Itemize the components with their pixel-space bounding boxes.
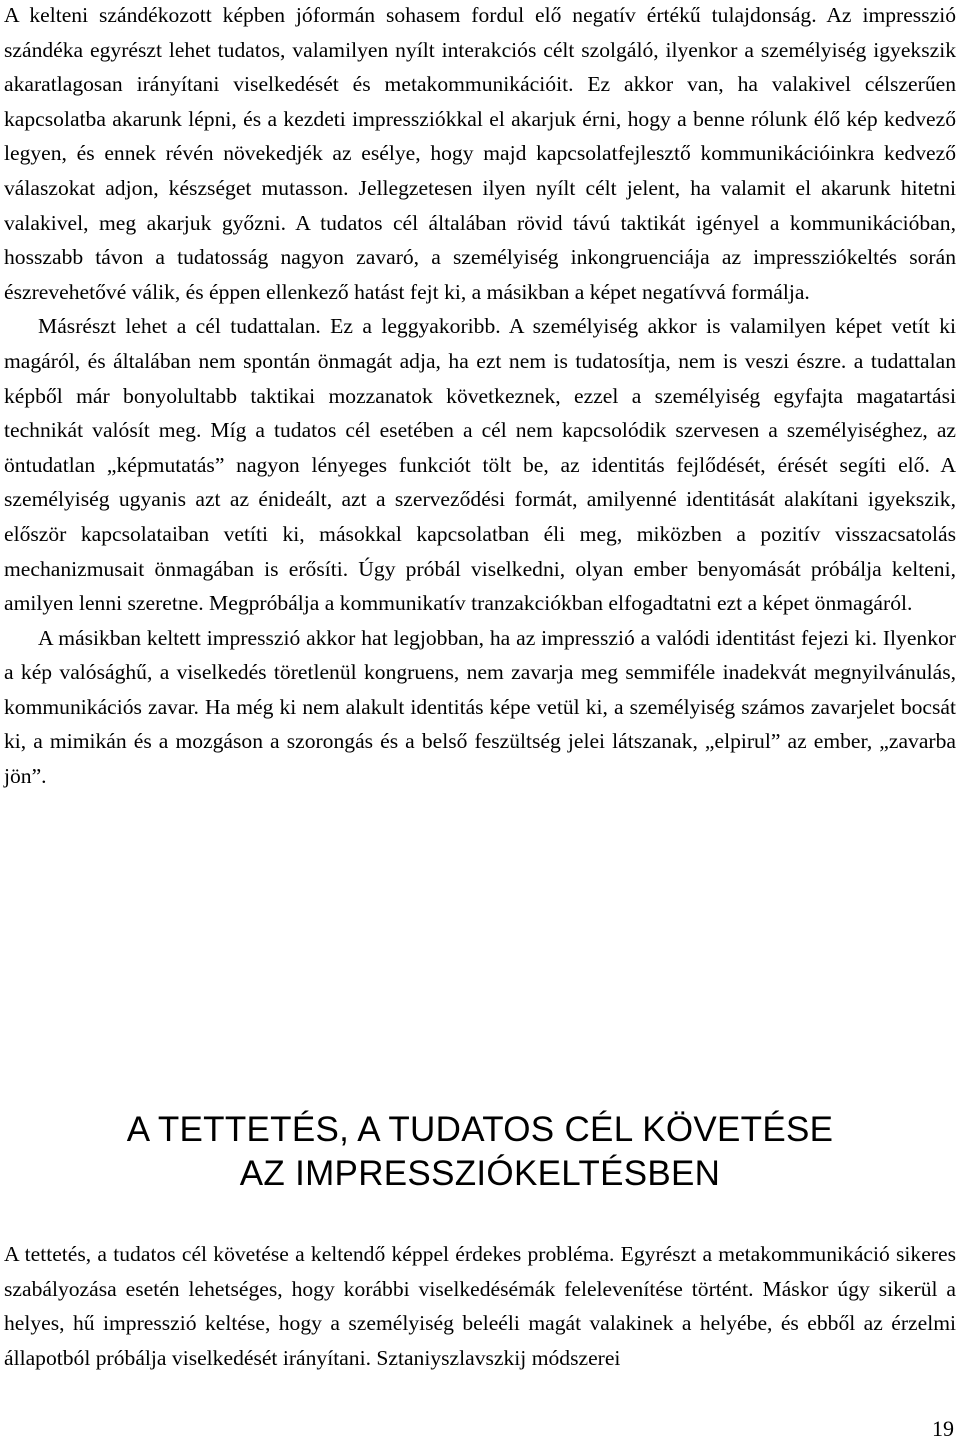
section-heading-line-1: A TETTETÉS, A TUDATOS CÉL KÖVETÉSE (126, 1110, 834, 1149)
body-text-bottom (4, 1237, 956, 1375)
paragraph-3: A másikban keltett impresszió akkor hat legjobban, ha az impresszió a valódi identitást fejezi ki. Ilyenkor a kép valósághű, a viselkedés töretlenül kongruens, nem zavarja meg semmiféle inadekvát megnyilvánulás, kommunikációs zavar. Ha még ki nem alakult identitás képe vetül ki, a személyiség számos zavarjelet bocsát ki, a mimikán és a mozgáson a szorongás és a belső feszültség jelei látszanak, „elpirul” az ember, „zavarba jön”. (4, 625, 956, 789)
page-number: 19 (932, 1416, 954, 1441)
paragraph-1: A kelteni szándékozott képben jóformán sohasem fordul elő negatív értékű tulajdonság. Az impresszió szándéka egyrészt lehet tudatos, valamilyen nyílt interakciós célt szolgáló, ilyenkor a személyiség igyekszik akaratlagosan irányítani viselkedését és metakommunikációit. Ez akkor van, ha valakivel célszerűen kapcsolatba akarunk lépni, és a kezdeti impressziókkal el akarjuk érni, hogy a benne rólunk élő kép kedvező legyen, és ennek révén növekedjék az esélye, hogy majd kapcsolatfejlesztő kommunikációinkra kedvező válaszokat adjon, készséget mutasson. Jellegzetesen ilyen nyílt célt jelent, ha valamit el akarunk hitetni valakivel, meg akarjuk győzni. A tudatos cél általában rövid távú taktikát igényel a kommunikációban, hosszabb távon a tudatosság nagyon zavaró, a személyiség inkongruenciája az impressziókeltés során észrevehetővé válik, és éppen ellenkező hatást fejt ki, a másikban a képet negatívvá formálja. (4, 3, 956, 304)
section-heading (0, 1108, 960, 1196)
paragraph-2: Másrészt lehet a cél tudattalan. Ez a leggyakoribb. A személyiség akkor is valamilyen képet vetít ki magáról, és általában nem spontán önmagát adja, ha ezt nem is tudatosítja, nem is veszi észre. a tudattalan képből már bonyolultabb taktikai mozzanatok következnek, ezzel a személyiség egyfajta magatartási technikát valósít meg. Míg a tudatos cél esetében a cél nem kapcsolódik szervesen a személyiséghez, az öntudatlan „képmutatás” nagyon lényeges funkciót tölt be, az identitás fejlődését, érését segíti elő. A személyiség ugyanis azt az énideált, azt a szerveződési formát, amilyenné identitását alakítani igyekszik, először kapcsolataiban vetíti ki, másokkal kapcsolatban éli meg, miközben a pozitív visszacsatolás mechanizmusait önmagában is erősíti. Úgy próbál viselkedni, olyan ember benyomását próbálja kelteni, amilyen lenni szeretne. Megpróbálja a kommunikatív tranzakciókban elfogadtatni ezt a képet önmagáról. (4, 314, 956, 616)
paragraph-4: A tettetés, a tudatos cél követése a keltendő képpel érdekes probléma. Egyrészt a metakommunikáció sikeres szabályozása esetén lehetséges, hogy korábbi viselkedésémák felelevenítése történt. Máskor úgy sikerül a helyes, hű impresszió keltése, hogy a személyiség beleéli magát valakinek a helyébe, és ebből az érzelmi állapotból próbálja viselkedését irányítani. Sztaniyszlavszkij módszerei (4, 1242, 956, 1370)
body-text-top (4, 0, 956, 794)
section-heading-line-2: AZ IMPRESSZIÓKELTÉSBEN (239, 1154, 721, 1193)
